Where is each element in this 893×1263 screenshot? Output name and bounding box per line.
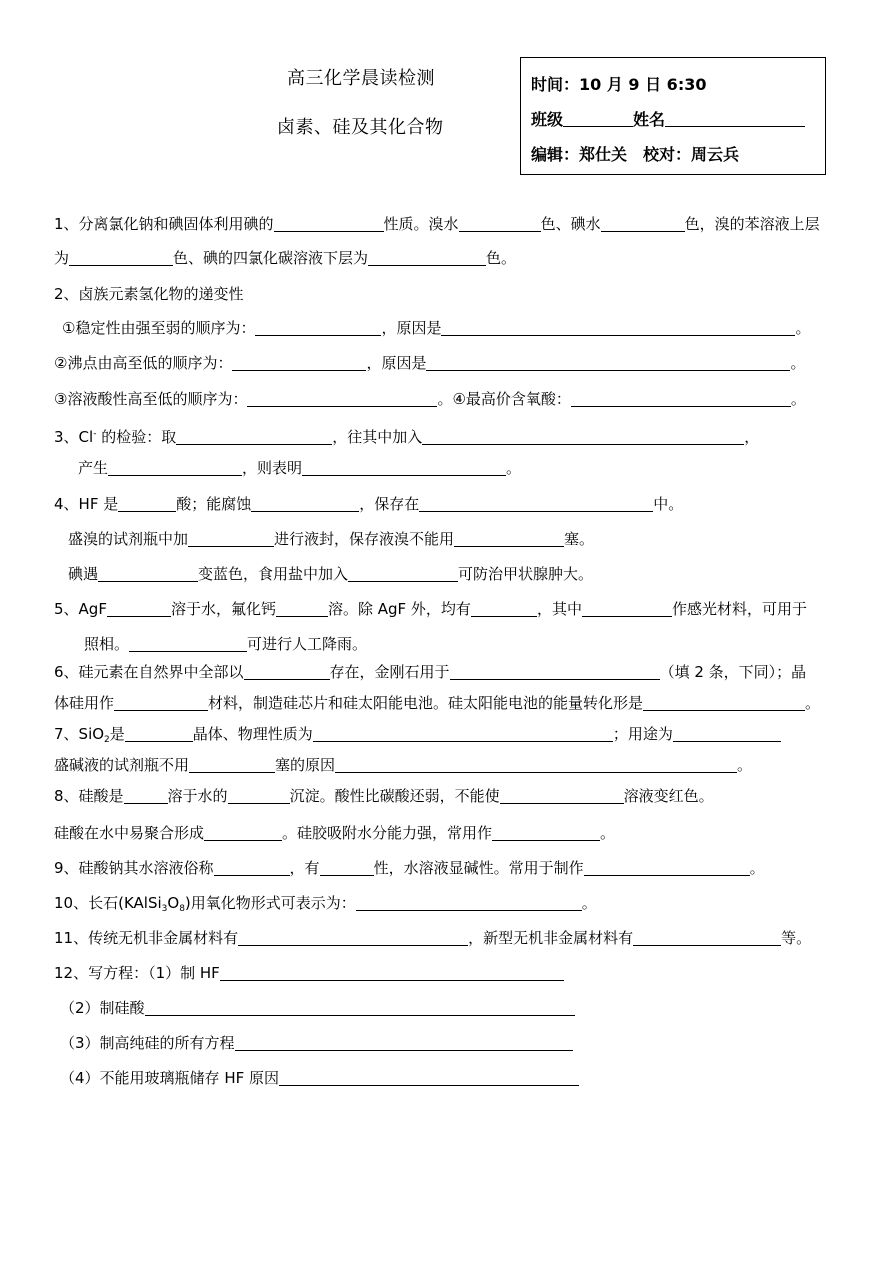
q1-text-a: 1、分离氯化钠和碘固体利用碘的 — [54, 215, 274, 233]
q10-line — [54, 893, 597, 919]
q9-text-b: ，有 — [289, 859, 320, 877]
q1-text-e: 为 — [54, 249, 70, 267]
class-field[interactable] — [563, 110, 633, 127]
q10-text-d: 。 — [581, 894, 597, 912]
q7-text-g: 。 — [737, 756, 753, 774]
q2-blank-6[interactable] — [571, 391, 791, 407]
q12-blank-3[interactable] — [235, 1035, 573, 1051]
q2-blank-4[interactable] — [426, 355, 790, 371]
q4-line1 — [54, 494, 683, 514]
q11-blank-2[interactable] — [633, 930, 781, 946]
q4-blank-4[interactable] — [188, 531, 274, 547]
q8-text-b: 溶于水的 — [167, 787, 228, 805]
q6-text-e: 材料，制造硅芯片和硅太阳能电池。硅太阳能电池的能量转化形是 — [208, 694, 644, 712]
q7-blank-1[interactable] — [125, 726, 193, 742]
q3-text-f: ，则表明 — [242, 459, 303, 477]
q7-text-e: 盛碱液的试剂瓶不用 — [54, 756, 190, 774]
q5-text-e: 作感光材料，可用于 — [671, 600, 807, 618]
q5-blank-3[interactable] — [471, 601, 537, 617]
worksheet-subtitle: 卤素、硅及其化合物 — [277, 117, 444, 138]
q2-stability-line — [62, 318, 810, 338]
editor-label: 编辑：郑仕关 校对：周云兵 — [531, 145, 740, 164]
q4-text-b: 酸；能腐蚀 — [176, 495, 252, 513]
class-name-row — [531, 107, 805, 130]
q7-text-d: ；用途为 — [612, 725, 673, 743]
q5-text-b: 溶于水，氟化钙 — [170, 600, 276, 618]
q9-line — [54, 858, 765, 878]
q9-text-d: 。 — [749, 859, 765, 877]
q8-line1 — [54, 786, 714, 806]
q4-blank-7[interactable] — [348, 566, 458, 582]
q8-text-d: 溶液变红色。 — [623, 787, 714, 805]
q2-boiling-line — [54, 353, 805, 373]
q6-text-c: （填 2 条，下同）；晶 — [659, 663, 807, 681]
q9-text-a: 9、硅酸钠其水溶液俗称 — [54, 859, 214, 877]
info-box — [520, 57, 826, 175]
q4-text-h: 碘遇 — [68, 565, 99, 583]
q2-blank-5[interactable] — [247, 391, 437, 407]
q2-text-c: 。 — [795, 319, 811, 337]
q5-line2 — [84, 634, 367, 654]
q3-blank-2[interactable] — [422, 429, 744, 445]
q7-text-c: 晶体、物理性质为 — [192, 725, 313, 743]
q10-text-c: )用氧化物形式可表示为： — [184, 894, 356, 912]
q1-line1 — [54, 214, 820, 234]
q4-blank-1[interactable] — [118, 496, 176, 512]
q3-text-d: ， — [744, 428, 760, 446]
q2-text-h: 。④最高价含氧酸： — [437, 390, 571, 408]
q1-text-d: 色，溴的苯溶液上层 — [684, 215, 820, 233]
q2-blank-2[interactable] — [441, 320, 795, 336]
q7-blank-5[interactable] — [335, 757, 737, 773]
q10-subscript-1: 3 — [161, 904, 168, 914]
q3-line1 — [54, 424, 759, 447]
q6-text-b: 存在，金刚石用于 — [329, 663, 450, 681]
q8-blank-3[interactable] — [500, 788, 624, 804]
q1-text-b: 性质。溴水 — [383, 215, 459, 233]
q1-blank-4[interactable] — [69, 250, 173, 266]
q7-blank-3[interactable] — [673, 726, 781, 742]
q3-text-g: 。 — [506, 459, 522, 477]
q12-blank-4[interactable] — [279, 1070, 579, 1086]
q4-text-g: 塞。 — [564, 530, 595, 548]
class-label: 班级 — [531, 110, 564, 129]
q5-blank-4[interactable] — [582, 601, 672, 617]
q5-text-a: 5、AgF — [54, 600, 107, 618]
q12-text-a: 12、写方程：（1）制 HF — [54, 964, 220, 982]
q12-line4 — [60, 1068, 579, 1088]
q9-text-c: 性，水溶液显碱性。常用于制作 — [373, 859, 584, 877]
q5-blank-1[interactable] — [107, 601, 171, 617]
q6-text-d: 体硅用作 — [54, 694, 115, 712]
q3-line2 — [78, 458, 521, 478]
q9-blank-3[interactable] — [584, 860, 750, 876]
q6-text-f: 。 — [805, 694, 821, 712]
q10-text-b: O — [167, 894, 180, 912]
q8-text-e: 硅酸在水中易聚合形成 — [54, 824, 205, 842]
time-label: 时间：10 月 9 日 6:30 — [531, 75, 707, 94]
q9-blank-1[interactable] — [214, 860, 290, 876]
q2-text-f: 。 — [790, 354, 806, 372]
q4-text-c: ，保存在 — [359, 495, 420, 513]
q6-blank-1[interactable] — [244, 664, 330, 680]
q5-blank-2[interactable] — [276, 601, 328, 617]
q3-text-b: 的检验：取 — [96, 428, 177, 446]
q1-blank-2[interactable] — [459, 216, 541, 232]
q4-text-j: 可防治甲状腺肿大。 — [458, 565, 594, 583]
q6-line1 — [54, 662, 806, 682]
q8-blank-1[interactable] — [124, 788, 168, 804]
q5-text-g: 可进行人工降雨。 — [247, 635, 368, 653]
q4-line3 — [68, 564, 593, 584]
q1-blank-5[interactable] — [368, 250, 486, 266]
q12-blank-1[interactable] — [220, 965, 564, 981]
q2-text-b: ，原因是 — [381, 319, 442, 337]
q2-text-i: 。 — [790, 390, 806, 408]
q7-text-a: 7、SiO — [54, 725, 105, 743]
q8-blank-2[interactable] — [228, 788, 290, 804]
q4-blank-2[interactable] — [251, 496, 359, 512]
q3-text-e: 产生 — [78, 459, 109, 477]
q4-text-i: 变蓝色，食用盐中加入 — [198, 565, 349, 583]
q2-text-e: ，原因是 — [366, 354, 427, 372]
q12-line3 — [60, 1033, 573, 1053]
q7-line2 — [54, 755, 752, 775]
q5-text-f: 照相。 — [84, 635, 130, 653]
q2-blank-3[interactable] — [232, 355, 366, 371]
q4-text-d: 中。 — [653, 495, 684, 513]
q5-line1 — [54, 599, 807, 619]
q2-blank-1[interactable] — [255, 320, 381, 336]
q3-blank-4[interactable] — [302, 460, 506, 476]
q6-line2 — [54, 693, 820, 713]
q8-text-a: 8、硅酸是 — [54, 787, 124, 805]
q5-text-d: ，其中 — [536, 600, 582, 618]
q4-blank-3[interactable] — [419, 496, 653, 512]
q12-text-b: （2）制硅酸 — [60, 999, 145, 1017]
q3-blank-1[interactable] — [176, 429, 332, 445]
q12-text-d: （4）不能用玻璃瓶储存 HF 原因 — [60, 1069, 279, 1087]
q4-text-f: 进行液封，保存液溴不能用 — [274, 530, 455, 548]
q7-blank-4[interactable] — [189, 757, 275, 773]
q12-line1 — [54, 963, 564, 983]
q2-text-d: ②沸点由高至低的顺序为： — [54, 354, 233, 372]
q1-text-c: 色、碘水 — [540, 215, 601, 233]
q8-text-f: 。硅胶吸附水分能力强，常用作 — [282, 824, 493, 842]
q8-blank-5[interactable] — [492, 825, 600, 841]
name-label: 姓名 — [633, 110, 666, 129]
q8-line2 — [54, 823, 615, 843]
q1-line2 — [54, 248, 516, 268]
q6-blank-4[interactable] — [643, 695, 805, 711]
q1-text-g: 色。 — [486, 249, 517, 267]
q8-text-c: 沉淀。酸性比碳酸还弱，不能使 — [289, 787, 500, 805]
q6-text-a: 6、硅元素在自然界中全部以 — [54, 663, 244, 681]
q10-text-a: 10、长石(KAlSi — [54, 894, 162, 912]
q7-text-f: 塞的原因 — [275, 756, 336, 774]
q2-text-g: ③溶液酸性高至低的顺序为： — [54, 390, 248, 408]
q3-superscript: - — [93, 429, 97, 439]
q9-blank-2[interactable] — [320, 860, 374, 876]
q7-blank-2[interactable] — [313, 726, 613, 742]
q2-acidity-line — [54, 389, 806, 409]
worksheet-title: 高三化学晨读检测 — [287, 68, 435, 89]
q6-blank-2[interactable] — [450, 664, 660, 680]
q12-blank-2[interactable] — [145, 1000, 575, 1016]
q7-subscript: 2 — [104, 735, 110, 745]
q4-blank-6[interactable] — [98, 566, 198, 582]
q5-blank-5[interactable] — [129, 636, 247, 652]
q11-text-a: 11、传统无机非金属材料有 — [54, 929, 239, 947]
q10-subscript-2: 8 — [179, 904, 185, 914]
q5-text-c: 溶。除 AgF 外，均有 — [327, 600, 471, 618]
q4-blank-5[interactable] — [454, 531, 564, 547]
q3-blank-3[interactable] — [108, 460, 242, 476]
q3-text-c: ，往其中加入 — [332, 428, 423, 446]
q12-line2 — [60, 998, 575, 1018]
q4-line2 — [68, 529, 594, 549]
q4-text-a: 4、HF 是 — [54, 495, 119, 513]
q12-text-c: （3）制高纯硅的所有方程 — [60, 1034, 235, 1052]
q10-blank-1[interactable] — [356, 895, 582, 911]
q7-line1 — [54, 724, 781, 750]
q11-text-b: ，新型无机非金属材料有 — [468, 929, 634, 947]
q6-blank-3[interactable] — [114, 695, 208, 711]
q8-text-g: 。 — [600, 824, 616, 842]
q8-blank-4[interactable] — [204, 825, 282, 841]
q7-text-b: 是 — [109, 725, 125, 743]
q11-text-c: 等。 — [781, 929, 812, 947]
q1-blank-1[interactable] — [274, 216, 384, 232]
q11-line — [54, 928, 811, 948]
q1-text-f: 色、碘的四氯化碳溶液下层为 — [173, 249, 369, 267]
q3-text-a: 3、Cl — [54, 428, 94, 446]
q2-heading: 2、卤族元素氢化物的递变性 — [54, 285, 244, 303]
q11-blank-1[interactable] — [238, 930, 468, 946]
q2-text-a: ①稳定性由强至弱的顺序为： — [62, 319, 256, 337]
q1-blank-3[interactable] — [601, 216, 685, 232]
name-field[interactable] — [665, 110, 805, 127]
q4-text-e: 盛溴的试剂瓶中加 — [68, 530, 189, 548]
